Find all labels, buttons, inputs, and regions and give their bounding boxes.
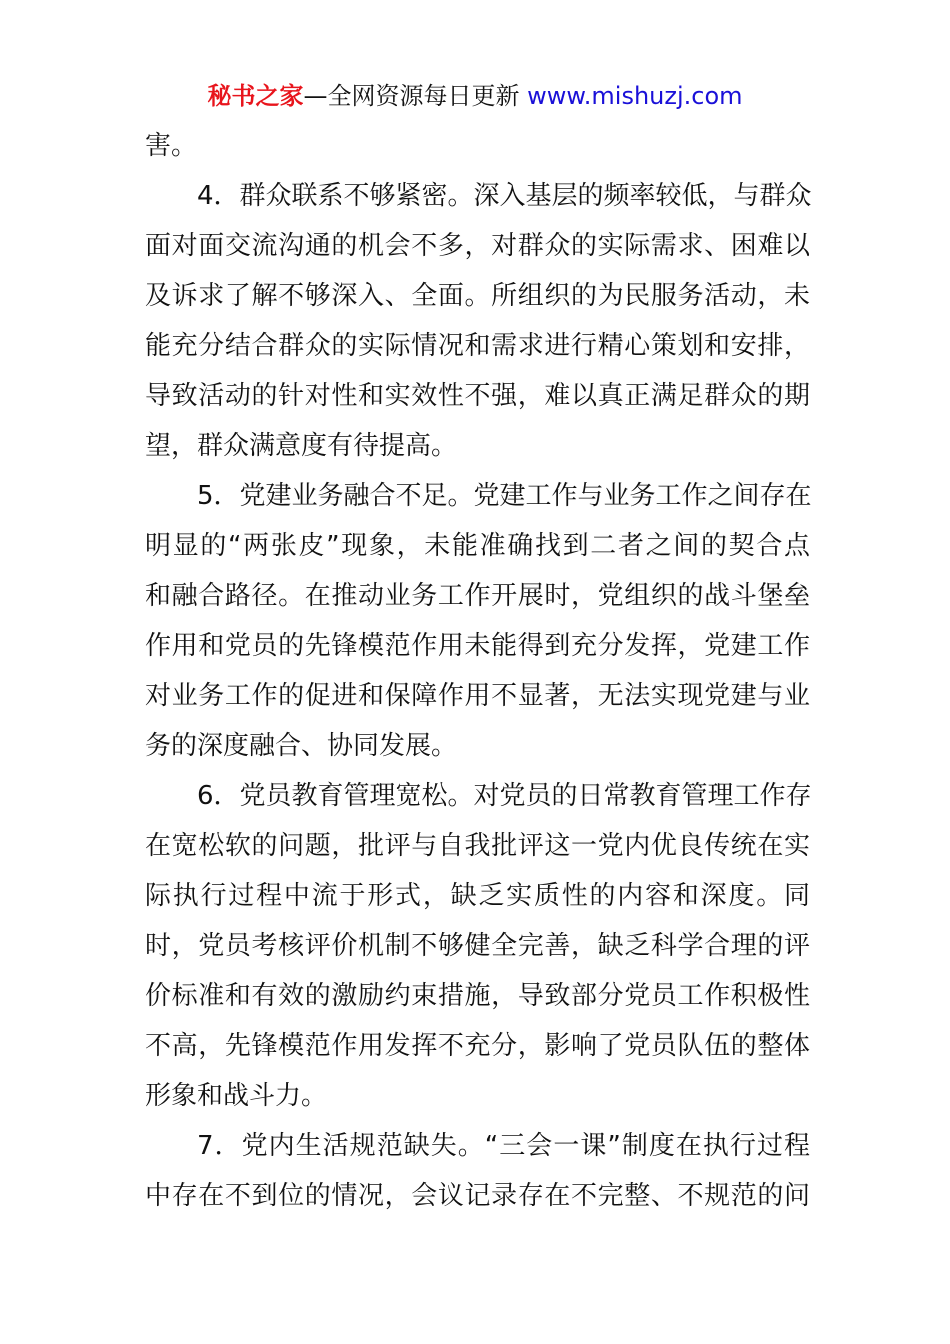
site-header [0,78,950,114]
document-body [145,121,810,1221]
text-line: 害。 [145,131,198,161]
text-line: 6．党员教育管理宽松。对党员的日常教育管理工作存 [197,781,812,811]
text-line: 中存在不到位的情况，会议记录存在不完整、不规范的问 [145,1181,810,1211]
text-line: 导致活动的针对性和实效性不强，难以真正满足群众的期 [145,381,810,411]
text-line: 形象和战斗力。 [145,1081,328,1111]
text-line: 不高，先锋模范作用发挥不充分，影响了党员队伍的整体 [145,1031,810,1061]
text-line: 在宽松软的问题，批评与自我批评这一党内优良传统在实 [145,831,810,861]
text-line: 务的深度融合、协同发展。 [145,731,458,761]
text-line: 价标准和有效的激励约束措施，导致部分党员工作积极性 [145,981,810,1011]
text-line: 7．党内生活规范缺失。“三会一课”制度在执行过程 [197,1131,810,1161]
text-line: 明显的“两张皮”现象，未能准确找到二者之间的契合点 [145,531,810,561]
text-line: 时，党员考核评价机制不够健全完善，缺乏科学合理的评 [145,931,810,961]
text-line: 望，群众满意度有待提高。 [145,431,458,461]
text-line: 和融合路径。在推动业务工作开展时，党组织的战斗堡垒 [145,581,810,611]
site-url-link[interactable]: www.mishuzj.com [527,82,743,110]
brand-name: 秘书之家 [207,82,304,110]
text-line: 作用和党员的先锋模范作用未能得到充分发挥，党建工作 [145,631,810,661]
text-line: 能充分结合群众的实际情况和需求进行精心策划和安排， [145,331,810,361]
text-line: 面对面交流沟通的机会不多，对群众的实际需求、困难以 [145,231,810,261]
header-slogan: —全网资源每日更新 [303,82,520,110]
text-line: 5．党建业务融合不足。党建工作与业务工作之间存在 [197,481,812,511]
text-line: 4．群众联系不够紧密。深入基层的频率较低，与群众 [197,181,812,211]
text-line: 对业务工作的促进和保障作用不显著，无法实现党建与业 [145,681,810,711]
text-line: 际执行过程中流于形式，缺乏实质性的内容和深度。同 [145,881,810,911]
text-line: 及诉求了解不够深入、全面。所组织的为民服务活动，未 [145,281,810,311]
